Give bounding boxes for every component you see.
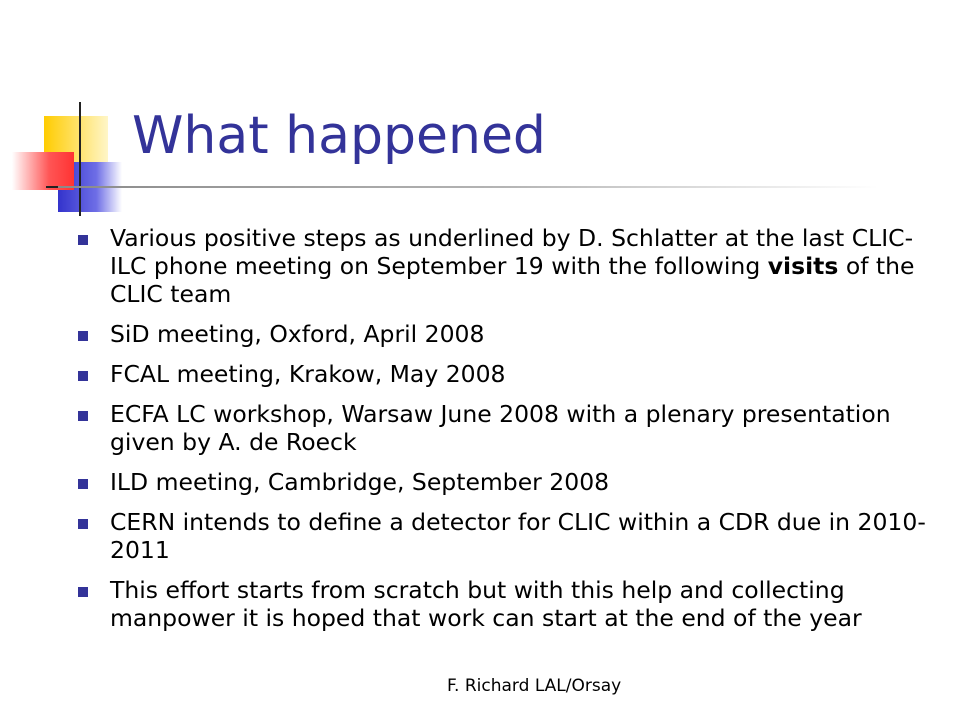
- bullet-square-icon: [78, 235, 88, 245]
- bullet-text-tail: of the CLIC team: [110, 252, 915, 308]
- bullet-item: [78, 576, 928, 632]
- bullet-item: [78, 508, 928, 564]
- bullet-text: ILD meeting, Cambridge, September 2008: [110, 468, 610, 496]
- title-divider: [58, 186, 878, 188]
- bullet-square-icon: [78, 331, 88, 341]
- bullet-square-icon: [78, 479, 88, 489]
- bullet-text: CERN intends to define a detector for CLIC within a CDR due in 2010-2011: [110, 508, 926, 564]
- bullet-text: FCAL meeting, Krakow, May 2008: [110, 360, 506, 388]
- bullet-item: [78, 360, 928, 388]
- bullet-square-icon: [78, 519, 88, 529]
- bullet-bold-text: visits: [767, 252, 839, 280]
- bullet-square-icon: [78, 411, 88, 421]
- bullet-square-icon: [78, 587, 88, 597]
- deco-red-square: [12, 152, 74, 190]
- bullet-list: [78, 224, 928, 644]
- bullet-item: [78, 320, 928, 348]
- bullet-item: [78, 224, 928, 308]
- bullet-item: [78, 400, 928, 456]
- slide-title: What happened: [132, 106, 546, 166]
- bullet-text: SiD meeting, Oxford, April 2008: [110, 320, 485, 348]
- bullet-text: This effort starts from scratch but with this help and collecting manpower it is hoped that work can start at the end of the year: [110, 576, 862, 632]
- slide-footer: F. Richard LAL/Orsay: [447, 676, 622, 696]
- bullet-item: [78, 468, 928, 496]
- bullet-text: Various positive steps as underlined by D. Schlatter at the last CLIC-ILC phone meeting on September 19 with the following: [110, 224, 914, 280]
- bullet-text: ECFA LC workshop, Warsaw June 2008 with a plenary presentation given by A. de Roeck: [110, 400, 891, 456]
- bullet-square-icon: [78, 371, 88, 381]
- corner-decoration: [0, 96, 140, 226]
